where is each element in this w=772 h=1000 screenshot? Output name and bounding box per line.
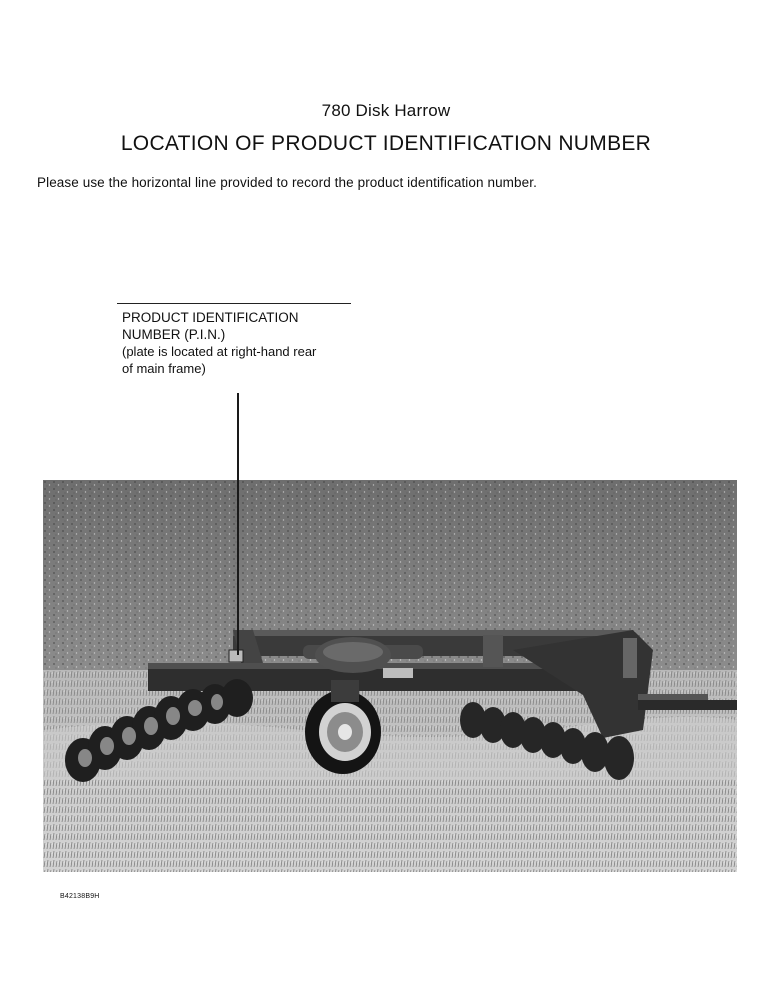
pin-pointer-line [237,393,239,655]
pin-note-line2: of main frame) [122,361,206,376]
model-subtitle: 780 Disk Harrow [321,101,451,120]
pin-record-line[interactable] [117,303,351,304]
pin-label-line1: PRODUCT IDENTIFICATION [122,310,299,325]
disk-harrow-photo [43,480,737,872]
pin-callout-label [122,309,362,377]
pin-note-line1: (plate is located at right-hand rear [122,344,317,359]
document-code: B42138B9H [60,893,100,900]
instruction-text: Please use the horizontal line provided to record the product identification number. [37,175,537,190]
pin-label-line2: NUMBER (P.I.N.) [122,327,226,342]
page-title: LOCATION OF PRODUCT IDENTIFICATION NUMBER [120,132,652,155]
